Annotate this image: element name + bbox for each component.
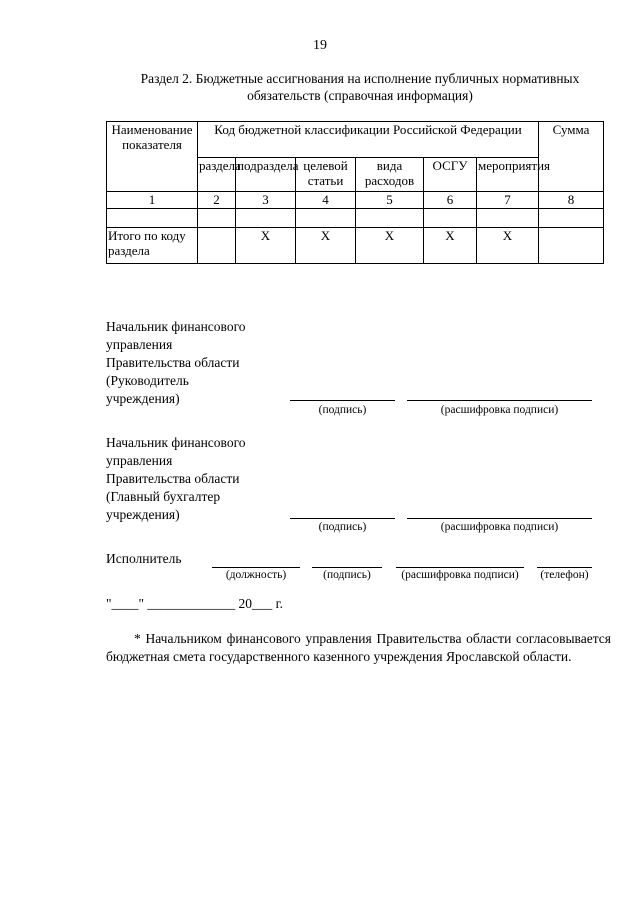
caption-position: (должность) — [225, 569, 287, 581]
caption-signature: (подпись) — [318, 521, 367, 533]
table-cell — [107, 209, 198, 228]
executor-signature-line[interactable] — [312, 567, 382, 568]
signature-block-accountant — [106, 434, 281, 524]
table-row — [107, 228, 604, 264]
table-cell — [198, 228, 236, 264]
header-indicator: Наименование показателя — [107, 122, 198, 192]
table-cell — [198, 209, 236, 228]
footnote: * Начальником финансового управления Правительства области согласовывается бюджетная смета государственного казенного учреждения Ярославской области. — [106, 631, 611, 664]
position-line: управления — [106, 453, 173, 468]
column-number: 2 — [198, 192, 236, 209]
column-number: 7 — [477, 192, 539, 209]
caption-signature: (подпись) — [323, 569, 371, 581]
total-label: Итого по коду раздела — [107, 228, 198, 264]
position-line: учреждения) — [106, 507, 180, 522]
position-line: Начальник финансового — [106, 319, 246, 334]
table-cell — [477, 209, 539, 228]
header-section: раздела — [198, 158, 236, 192]
column-number: 5 — [356, 192, 424, 209]
table-cell: Х — [356, 228, 424, 264]
budget-table — [106, 121, 604, 264]
column-number: 6 — [424, 192, 477, 209]
position-line: (Руководитель — [106, 373, 189, 388]
column-number: 3 — [236, 192, 296, 209]
section-title — [100, 70, 620, 104]
executor-position-line[interactable] — [212, 567, 300, 568]
table-row — [107, 192, 604, 209]
position-line: Правительства области — [106, 355, 240, 370]
table-cell — [424, 209, 477, 228]
section-title-line2: обязательств (справочная информация) — [247, 88, 473, 103]
table-cell — [356, 209, 424, 228]
executor-label: Исполнитель — [106, 551, 182, 566]
header-osgu: ОСГУ — [424, 158, 477, 192]
header-target-item: целевой статьи — [296, 158, 356, 192]
header-subsection: подраздела — [236, 158, 296, 192]
executor-decode-line[interactable] — [396, 567, 524, 568]
table-cell — [539, 228, 604, 264]
header-expense-type: вида расходов — [356, 158, 424, 192]
signature-block-head — [106, 318, 281, 408]
signature-decode-line[interactable] — [407, 518, 592, 519]
column-number: 4 — [296, 192, 356, 209]
table-cell: Х — [236, 228, 296, 264]
table-cell — [236, 209, 296, 228]
page-number: 19 — [313, 38, 327, 53]
column-number: 8 — [539, 192, 604, 209]
column-number: 1 — [107, 192, 198, 209]
position-line: Правительства области — [106, 471, 240, 486]
date-line: "____" _____________ 20___ г. — [106, 596, 284, 611]
executor-phone-line[interactable] — [537, 567, 592, 568]
position-line: Начальник финансового — [106, 435, 246, 450]
section-title-line1: Раздел 2. Бюджетные ассигнования на исполнение публичных нормативных — [140, 71, 580, 86]
position-line: управления — [106, 337, 173, 352]
caption-decode: (расшифровка подписи) — [440, 404, 559, 416]
header-activity: мероприятия — [477, 158, 539, 192]
signature-line[interactable] — [290, 400, 395, 401]
header-kbk: Код бюджетной классификации Российской Федерации — [198, 122, 539, 158]
table-cell: Х — [424, 228, 477, 264]
caption-decode: (расшифровка подписи) — [440, 521, 559, 533]
signature-decode-line[interactable] — [407, 400, 592, 401]
header-sum: Сумма — [539, 122, 604, 192]
position-line: учреждения) — [106, 391, 180, 406]
signature-line[interactable] — [290, 518, 395, 519]
table-row — [107, 209, 604, 228]
caption-phone: (телефон) — [540, 569, 589, 581]
position-line: (Главный бухгалтер — [106, 489, 221, 504]
table-cell — [539, 209, 604, 228]
table-cell: Х — [296, 228, 356, 264]
table-cell — [296, 209, 356, 228]
table-cell: Х — [477, 228, 539, 264]
caption-signature: (подпись) — [318, 404, 367, 416]
caption-decode: (расшифровка подписи) — [401, 569, 519, 581]
